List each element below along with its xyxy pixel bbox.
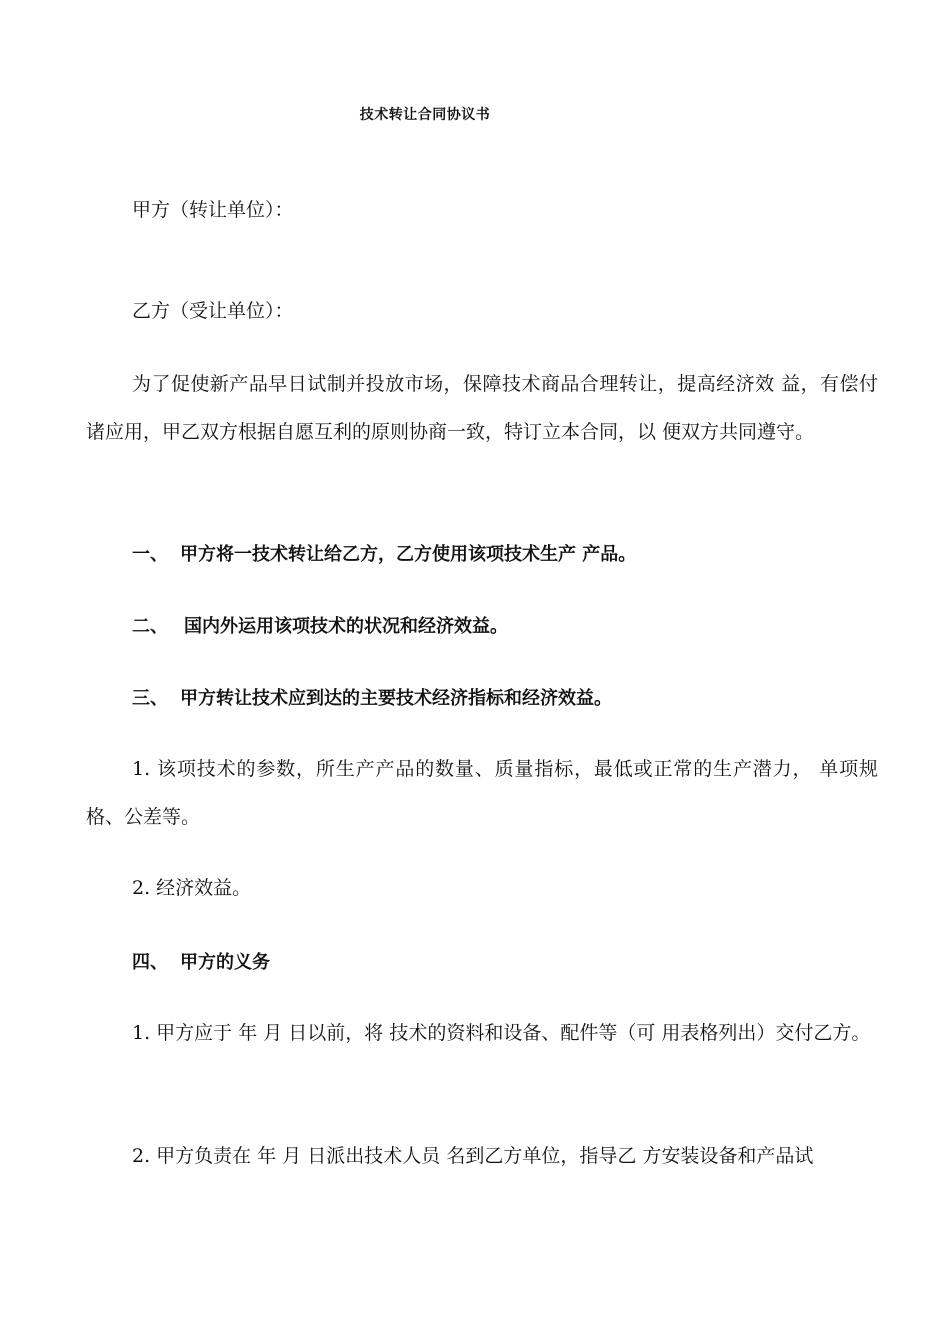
item-4-2-paragraph: 2. 甲方负责在 年 月 日派出技术人员 名到乙方单位，指导乙 方安装设备和产品试: [132, 1145, 814, 1167]
section-2-heading: [132, 612, 508, 642]
section-3-heading: [132, 684, 612, 714]
document-title: 技术转让合同协议书: [359, 107, 491, 123]
section-4-number: 四、: [132, 952, 168, 973]
section-1-heading: [132, 540, 636, 570]
section-4-text: 甲方的义务: [180, 952, 270, 973]
section-1-text: 甲方将一技术转让给乙方，乙方使用该项技术生产 产品。: [180, 544, 637, 565]
intro-paragraph: 为了促使新产品早日试制并投放市场，保障技术商品合理转让，提高经济效 益，有偿付诸应用，甲乙双方根据自愿互利的原则协商一致，特订立本合同，以 便双方共同遵守。: [86, 373, 878, 443]
section-3-text: 甲方转让技术应到达的主要技术经济指标和经济效益。: [180, 688, 612, 709]
section-4-heading: [132, 948, 270, 978]
section-1-number: 一、: [132, 544, 168, 565]
party-a-line: 甲方（转让单位）：: [132, 199, 294, 221]
section-2-text: 国内外运用该项技术的状况和经济效益。: [184, 616, 508, 637]
section-2-number: 二、: [132, 616, 168, 637]
item-3-2-paragraph: 2. 经济效益。: [132, 877, 252, 899]
section-3-number: 三、: [132, 688, 168, 709]
item-3-1-paragraph: 1. 该项技术的参数，所生产产品的数量、质量指标，最低或正常的生产潜力， 单项规格、公差等。: [86, 758, 878, 828]
party-b-line: 乙方（受让单位）：: [132, 300, 294, 322]
item-4-1-paragraph: 1. 甲方应于 年 月 日以前，将 技术的资料和设备、配件等（可 用表格列出）交付乙方。: [132, 1022, 871, 1044]
